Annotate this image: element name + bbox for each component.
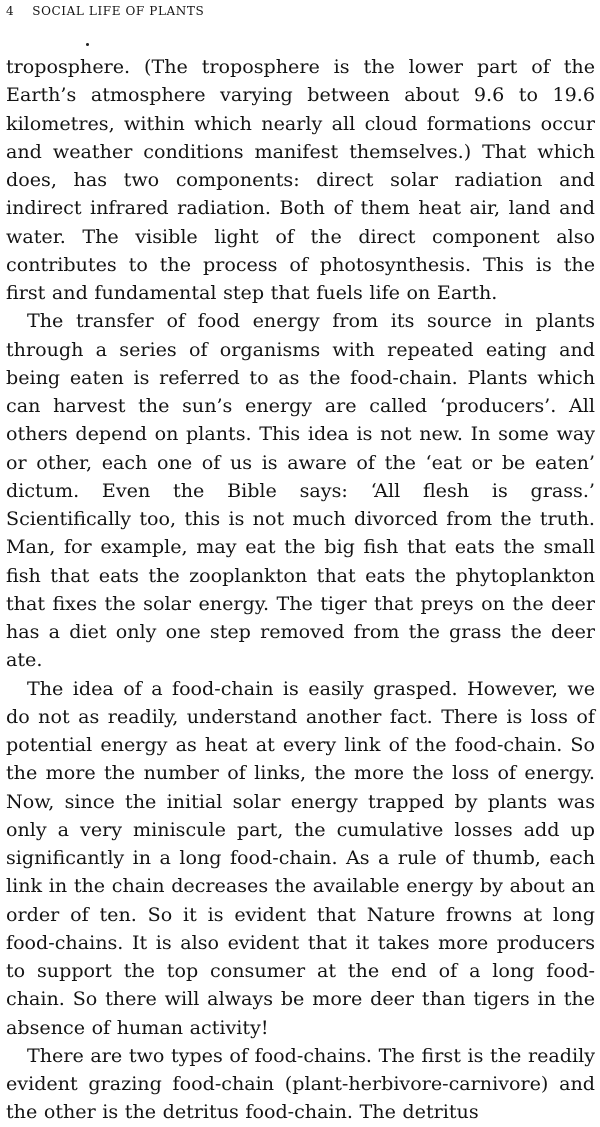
paragraph-1: troposphere. (The troposphere is the lower part of the Earth’s atmosphere varying between about 9.6 to 19.6 kilometres, within which nearly all cloud formations occur and weather conditions manifest themselves.) That which does, has two components: direct solar radiation and indirect infrared radiation. Both of them heat air, land and water. The visible light of the direct component also contributes to the process of photosynthesis. This is the first and fundamental step that fuels life on Earth. (6, 55, 595, 304)
page-number: 4 (6, 4, 15, 18)
paragraph-4: There are two types of food-chains. The first is the readily evident grazing food-chain (plant-herbivore-carnivore) and the other is the detritus food-chain. The detritus (6, 1043, 595, 1124)
body-text (6, 53, 595, 1127)
print-speck (86, 43, 89, 46)
paragraph-2: The transfer of food energy from its source in plants through a series of organisms with repeated eating and being eaten is referred to as the food-chain. Plants which can harvest the sun’s energy are called ‘producers’. All others depend on plants. This idea is not new. In some way or other, each one of us is aware of the ‘eat or be eaten’ dictum. Even the Bible says: ‘All flesh is grass.’ Scientifically too, this is not much divorced from the truth. Man, for example, may eat the big fish that eats the small fish that eats the zooplankton that eats the phytoplankton that fixes the solar energy. The tiger that preys on the deer has a diet only one step removed from the grass the deer ate. (6, 309, 595, 672)
running-head (6, 0, 595, 28)
paragraph-3: The idea of a food-chain is easily grasped. However, we do not as readily, understand another fact. There is loss of potential energy as heat at every link of the food-chain. So the more the number of links, the more the loss of energy. Now, since the initial solar energy trapped by plants was only a very miniscule part, the cumulative losses add up significantly in a long food-chain. As a rule of thumb, each link in the chain decreases the available energy by about an order of ten. So it is evident that Nature frowns at long food-chains. It is also evident that it takes more producers to support the top consumer at the end of a long food-chain. So there will always be more deer than tigers in the absence of human activity! (6, 676, 595, 1039)
running-head-title: SOCIAL LIFE OF PLANTS (32, 4, 205, 18)
